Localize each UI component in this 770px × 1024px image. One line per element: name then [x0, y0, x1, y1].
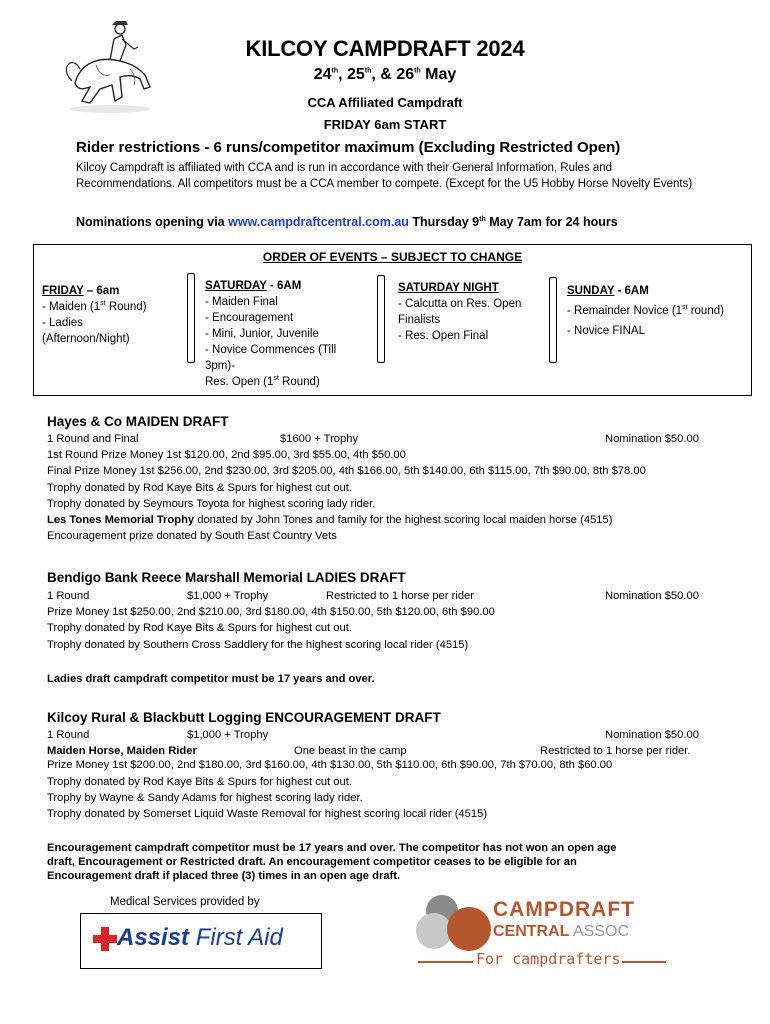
encouragement-eligibility: Maiden Horse, Maiden Rider — [47, 745, 197, 757]
ladies-age-note: Ladies draft campdraft competitor must be 17 years and over. — [47, 673, 375, 685]
sunday-column: SUNDAY - 6AM - Remainder Novice (1st round) - Novice FINAL — [567, 285, 724, 337]
encouragement-note-1: Encouragement campdraft competitor must be 17 years and over. The competitor has not won an open age — [47, 842, 617, 854]
affiliation-paragraph: Kilcoy Campdraft is affiliated with CCA and is run in accordance with their General Information, Rules and Recommendations. All competitors must be a CCA member to compete. (Except for the U5 Hobby Horse Novelty Events) — [76, 162, 693, 190]
ladies-restriction: Restricted to 1 horse per rider — [326, 590, 474, 602]
encouragement-note-3: Encouragement draft if placed three (3) times in an open age draft. — [47, 870, 401, 882]
encouragement-nomination: Nomination $50.00 — [605, 729, 699, 741]
maiden-trophy-1: Trophy donated by Rod Kaye Bits & Spurs for highest cut out. — [47, 482, 352, 494]
saturday-column: SATURDAY - 6AM - Maiden Final - Encouragement - Mini, Junior, Juvenile - Novice Commences (Till 3pm)- Res. Open (1st Round) — [205, 280, 337, 388]
maiden-les-tones-trophy: Les Tones Memorial Trophy donated by John Tones and family for the highest scoring local maiden horse (4515) — [47, 514, 613, 526]
maiden-final-prize: Final Prize Money 1st $256.00, 2nd $230.00, 3rd $205.00, 4th $166.00, 5th $140.00, 6th $115.00, 7th $90.00, 8th $78.00 — [47, 465, 646, 477]
maiden-trophy-2: Trophy donated by Seymours Toyota for highest scoring lady rider. — [47, 498, 376, 510]
medical-services-label: Medical Services provided by — [110, 896, 260, 908]
divider-bracket — [549, 277, 557, 363]
events-heading: ORDER OF EVENTS – SUBJECT TO CHANGE — [262, 250, 523, 264]
encouragement-restriction: Restricted to 1 horse per rider. — [540, 745, 691, 757]
nominations-link[interactable]: www.campdraftcentral.com.au — [228, 215, 409, 229]
maiden-round: 1 Round and Final — [47, 433, 139, 445]
ladies-nomination: Nomination $50.00 — [605, 590, 699, 602]
ladies-prize-money: Prize Money 1st $250.00, 2nd $210.00, 3rd $180.00, 4th $150.00, 5th $120.00, 6th $90.00 — [47, 606, 495, 618]
friday-column: FRIDAY – 6am - Maiden (1st Round) - Ladies (Afternoon/Night) — [42, 285, 147, 345]
start-time: FRIDAY 6am START — [323, 117, 447, 132]
event-dates: 24th, 25th, & 26th May — [313, 66, 457, 83]
saturday-night-column: SATURDAY NIGHT - Calcutta on Res. Open Finalists - Res. Open Final — [398, 282, 522, 342]
encouragement-trophy-2: Trophy by Wayne & Sandy Adams for highest scoring lady rider. — [47, 792, 363, 804]
campdraft-central-sub: CENTRAL ASSOC — [493, 923, 630, 940]
medical-cross-icon — [93, 927, 117, 951]
encouragement-note-2: draft, Encouragement or Restricted draft. An encouragement competitor ceases to be eligible for an — [47, 856, 577, 868]
campdraft-central-circles-icon — [414, 893, 494, 953]
maiden-draft-title: Hayes & Co MAIDEN DRAFT — [47, 414, 229, 429]
ladies-trophy-1: Trophy donated by Rod Kaye Bits & Spurs for highest cut out. — [47, 622, 352, 634]
divider-bracket — [377, 275, 385, 363]
encouragement-beast: One beast in the camp — [294, 745, 407, 757]
assist-first-aid-logo: Assist First Aid — [80, 913, 322, 969]
order-of-events-box — [33, 244, 752, 396]
encouragement-trophy-1: Trophy donated by Rod Kaye Bits & Spurs for highest cut out. — [47, 776, 352, 788]
encouragement-round: 1 Round — [47, 729, 90, 741]
tagline-rule-left — [418, 961, 473, 963]
maiden-round1-prize: 1st Round Prize Money 1st $120.00, 2nd $95.00, 3rd $55.00, 4th $50.00 — [47, 449, 406, 461]
encouragement-prize: $1,000 + Trophy — [187, 729, 269, 741]
ladies-round: 1 Round — [47, 590, 90, 602]
maiden-encouragement-prize: Encouragement prize donated by South East Country Vets — [47, 530, 337, 542]
ladies-draft-title: Bendigo Bank Reece Marshall Memorial LADIES DRAFT — [47, 570, 406, 585]
affiliation-label: CCA Affiliated Campdraft — [307, 95, 463, 110]
encouragement-draft-title: Kilcoy Rural & Blackbutt Logging ENCOURAGEMENT DRAFT — [47, 710, 441, 725]
campdraft-central-tagline: For campdrafters — [476, 950, 621, 968]
tagline-rule-right — [622, 961, 666, 963]
maiden-prize: $1600 + Trophy — [280, 433, 359, 445]
ladies-prize: $1,000 + Trophy — [187, 590, 269, 602]
nominations-line: Nominations opening via www.campdraftcentral.com.au Thursday 9th May 7am for 24 hours — [76, 215, 618, 229]
maiden-nomination: Nomination $50.00 — [605, 433, 699, 445]
encouragement-trophy-3: Trophy donated by Somerset Liquid Waste Removal for highest scoring local rider (4515) — [47, 808, 488, 820]
encouragement-prize-money: Prize Money 1st $200.00, 2nd $180.00, 3rd $160.00, 4th $130.00, 5th $110.00, 6th $90.00, 7th $70.00, 8th $60.00 — [47, 759, 613, 771]
divider-bracket — [187, 273, 195, 363]
page-title: KILCOY CAMPDRAFT 2024 — [245, 36, 525, 61]
rider-restrictions: Rider restrictions - 6 runs/competitor maximum (Excluding Restricted Open) — [76, 139, 621, 156]
campdraft-central-wordmark: CAMPDRAFT — [493, 898, 635, 921]
ladies-trophy-2: Trophy donated by Southern Cross Saddlery for the highest scoring local rider (4515) — [47, 639, 469, 651]
